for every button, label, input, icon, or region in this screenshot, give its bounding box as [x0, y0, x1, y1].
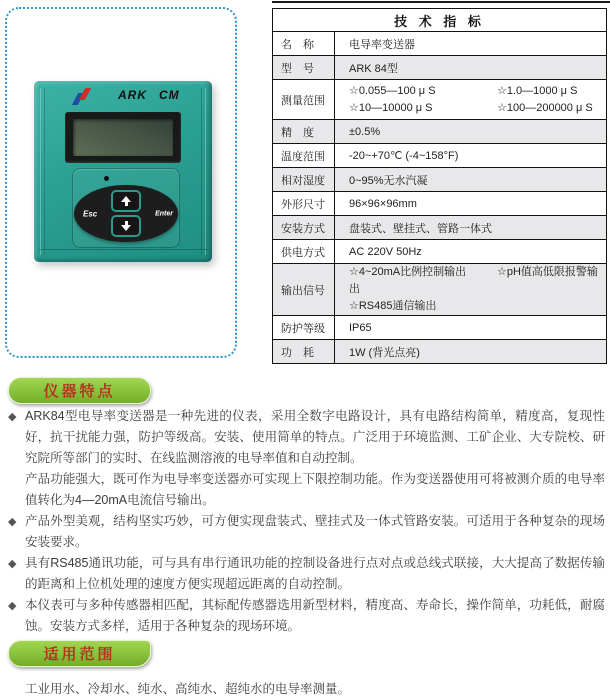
up-button: [111, 190, 141, 212]
feature-item: [8, 511, 605, 553]
scope-heading: 适用范围: [43, 646, 116, 663]
brand-logo-icon: [73, 88, 93, 105]
features-section-badge: [8, 377, 151, 404]
spec-row-power-supply: 供电方式 AC 220V 50Hz: [273, 239, 606, 263]
feature-paragraph: ARK84型电导率变送器是一种先进的仪表，采用全数字电路设计，具有电路结构简单，精度高，复现性好，抗干扰能力强，防护等级高。安装、使用简单的特点。广泛用于环境监测、工矿企业、大专院校、研究院所等部门的实时、在线监测溶液的电导率值和自动控制。: [25, 409, 605, 465]
diamond-bullet-icon: ◆: [8, 600, 17, 612]
feature-paragraph: 产品功能强大，既可作为电导率变送器亦可实现上下限控制功能。作为变送器使用可将被测介质的电导率值转化为4—20mA电流信号输出。: [25, 472, 605, 507]
spec-row-range: 测量范围 ☆0.055—100 μ S ☆1.0—1000 μ S ☆10—10000 μ S ☆100—200000 μ S: [273, 79, 606, 119]
side-ridge: [201, 88, 202, 255]
features-heading: 仪器特点: [43, 383, 116, 400]
keypad-cluster: [74, 185, 178, 242]
down-arrow-icon: [121, 225, 131, 231]
model-label-left: ARK: [118, 88, 147, 102]
spec-row-name: 名 称 电导率变送器: [273, 31, 606, 55]
spec-table-title: 技 术 指 标: [394, 13, 485, 29]
device-photo: [34, 81, 212, 262]
model-label-right: CM: [159, 88, 180, 102]
feature-paragraph: 具有RS485通讯功能，可与具有串行通讯功能的控制设备进行点对点或总线式联接，大大提高了数据传输的距离和上位机处理的速度方便实现超远距离的自动控制。: [25, 556, 605, 591]
spec-row-accuracy: 精 度 ±0.5%: [273, 119, 606, 143]
spec-row-humidity: 相对湿度 0~95%无水汽凝: [273, 167, 606, 191]
lcd-screen: [73, 119, 173, 156]
scope-text: 工业用水、冷却水、纯水、高纯水、超纯水的电导率测量。: [25, 682, 351, 696]
top-divider: [272, 1, 610, 3]
feature-item: [8, 595, 605, 637]
enter-button: Enter: [155, 210, 173, 217]
diamond-bullet-icon: ◆: [8, 558, 17, 570]
feature-paragraph: 本仪表可与多种传感器相匹配，其标配传感器选用新型材料，精度高、寿命长，操作简单，功耗低，耐腐蚀。安装方式多样，适用于各种复杂的现场环境。: [25, 598, 605, 633]
spec-table: [272, 8, 607, 364]
panel-seam: [38, 249, 208, 250]
side-ridge: [44, 88, 45, 255]
feature-list: [8, 406, 605, 637]
spec-row-dimensions: 外形尺寸 96×96×96mm: [273, 191, 606, 215]
feature-paragraph: 产品外型美观，结构坚实巧妙，可方便实现盘装式、壁挂式及一体式管路安装。可适用于各种复杂的现场安装要求。: [25, 514, 605, 549]
side-ridge: [205, 88, 206, 255]
diamond-bullet-icon: ◆: [8, 516, 17, 528]
side-ridge: [40, 88, 41, 255]
esc-button: Esc: [83, 209, 98, 218]
feature-item: [8, 406, 605, 511]
spec-row-consumption: 功 耗 1W (背光点亮): [273, 339, 606, 363]
spec-row-protection: 防护等级 IP65: [273, 315, 606, 339]
spec-row-temperature: 温度范围 -20~+70℃ (-4~158°F): [273, 143, 606, 167]
diamond-bullet-icon: ◆: [8, 411, 17, 423]
product-photo-frame: [5, 7, 237, 358]
spec-row-mounting: 安装方式 盘装式、壁挂式、管路一体式: [273, 215, 606, 239]
spec-row-model: 型 号 ARK 84型: [273, 55, 606, 79]
scope-section-badge: [8, 640, 151, 667]
feature-item: [8, 553, 605, 595]
indicator-led: [104, 176, 109, 181]
down-button: [111, 215, 141, 237]
lcd-display: [65, 112, 181, 163]
device-model-label: [118, 88, 208, 102]
spec-row-output: 输出信号 ☆4~20mA比例控制输出 ☆pH值高低限报警输出 ☆RS485通信输出: [273, 263, 606, 315]
